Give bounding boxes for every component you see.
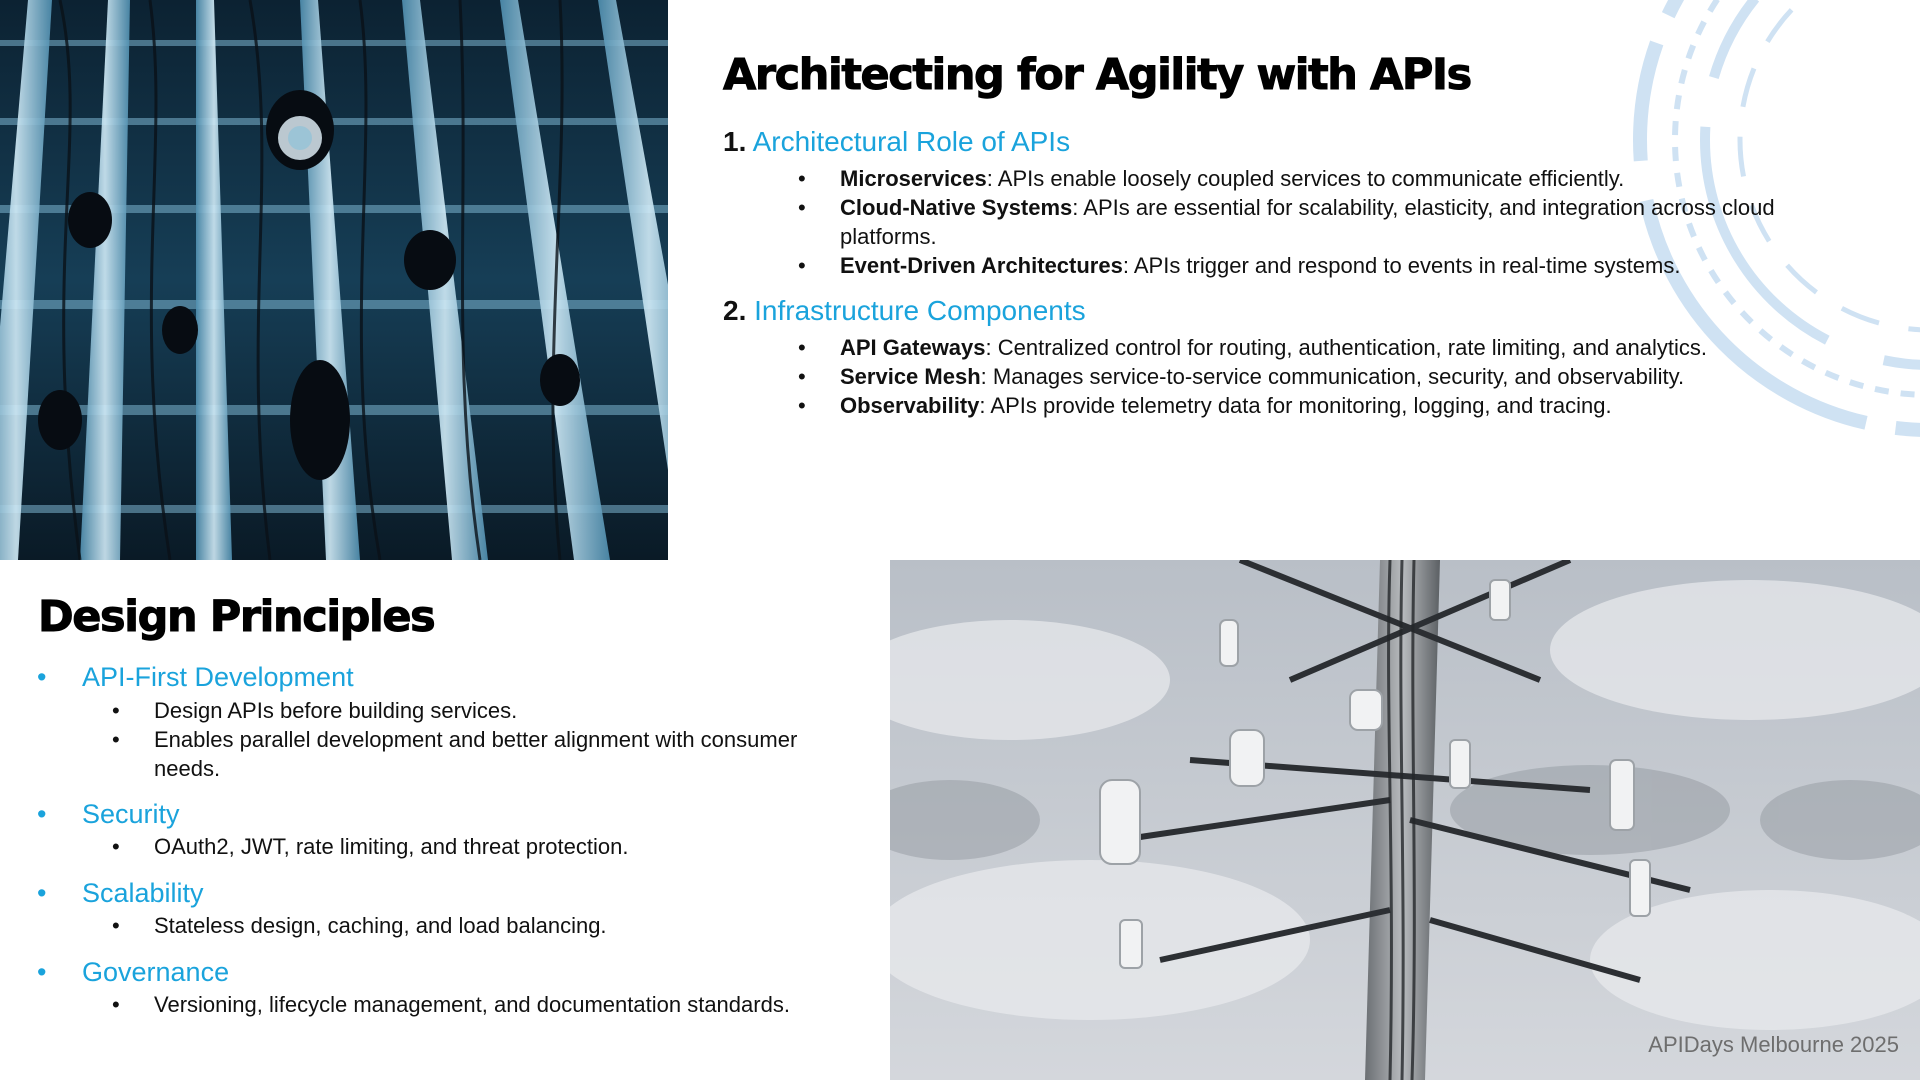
list-item: • Design APIs before building services.	[154, 696, 854, 725]
bullet-term: Event-Driven Architectures	[840, 253, 1123, 278]
api-first-list	[154, 696, 854, 783]
bullet-text: : APIs enable loosely coupled services to communicate efficiently.	[986, 166, 1625, 191]
list-item: • Enables parallel development and better alignment with consumer needs.	[154, 725, 854, 783]
section-title: Architectural Role of APIs	[752, 126, 1071, 157]
bullet-text: : APIs provide telemetry data for monitoring, logging, and tracing.	[979, 393, 1612, 418]
list-item	[840, 251, 1780, 280]
list-item	[840, 193, 1780, 251]
scalability-list	[154, 911, 854, 940]
cell-tower-image	[890, 560, 1920, 1080]
section-heading-infrastructure-components	[723, 295, 1086, 327]
bullet-term: Cloud-Native Systems	[840, 195, 1073, 220]
list-item: • OAuth2, JWT, rate limiting, and threat protection.	[154, 832, 854, 861]
bullet-text: : APIs are essential for scalability, elasticity, and integration across cloud platforms.	[840, 195, 1775, 249]
list-item	[840, 333, 1840, 362]
bullet-text: : Centralized control for routing, authentication, rate limiting, and analytics.	[985, 335, 1708, 360]
governance-list	[154, 990, 854, 1019]
architectural-role-list	[840, 164, 1780, 280]
slide-title: Architecting for Agility with APIs	[723, 50, 1471, 100]
datacenter-ceiling-image	[0, 0, 668, 560]
section-number: 1.	[723, 126, 747, 157]
principle-heading-security: • Security	[82, 799, 180, 830]
infrastructure-list	[840, 333, 1840, 420]
list-item: • Stateless design, caching, and load balancing.	[154, 911, 854, 940]
section-heading-architectural-role	[723, 126, 1070, 158]
security-list	[154, 832, 854, 861]
bullet-term: API Gateways	[840, 335, 986, 360]
principle-heading-scalability: • Scalability	[82, 878, 204, 909]
section-title: Infrastructure Components	[754, 295, 1086, 326]
list-item	[840, 362, 1840, 391]
footer-event-label: APIDays Melbourne 2025	[1648, 1032, 1899, 1057]
principle-heading-governance: • Governance	[82, 957, 229, 988]
bullet-term: Microservices	[840, 166, 987, 191]
bullet-term: Service Mesh	[840, 364, 981, 389]
list-item: • Versioning, lifecycle management, and documentation standards.	[154, 990, 854, 1019]
principle-heading-api-first: • API-First Development	[82, 662, 354, 693]
design-principles-title: Design Principles	[38, 592, 435, 642]
section-number: 2.	[723, 295, 747, 326]
bullet-term: Observability	[840, 393, 980, 418]
list-item	[840, 391, 1840, 420]
list-item	[840, 164, 1780, 193]
bullet-text: : APIs trigger and respond to events in real-time systems.	[1122, 253, 1681, 278]
bullet-text: : Manages service-to-service communication, security, and observability.	[980, 364, 1685, 389]
